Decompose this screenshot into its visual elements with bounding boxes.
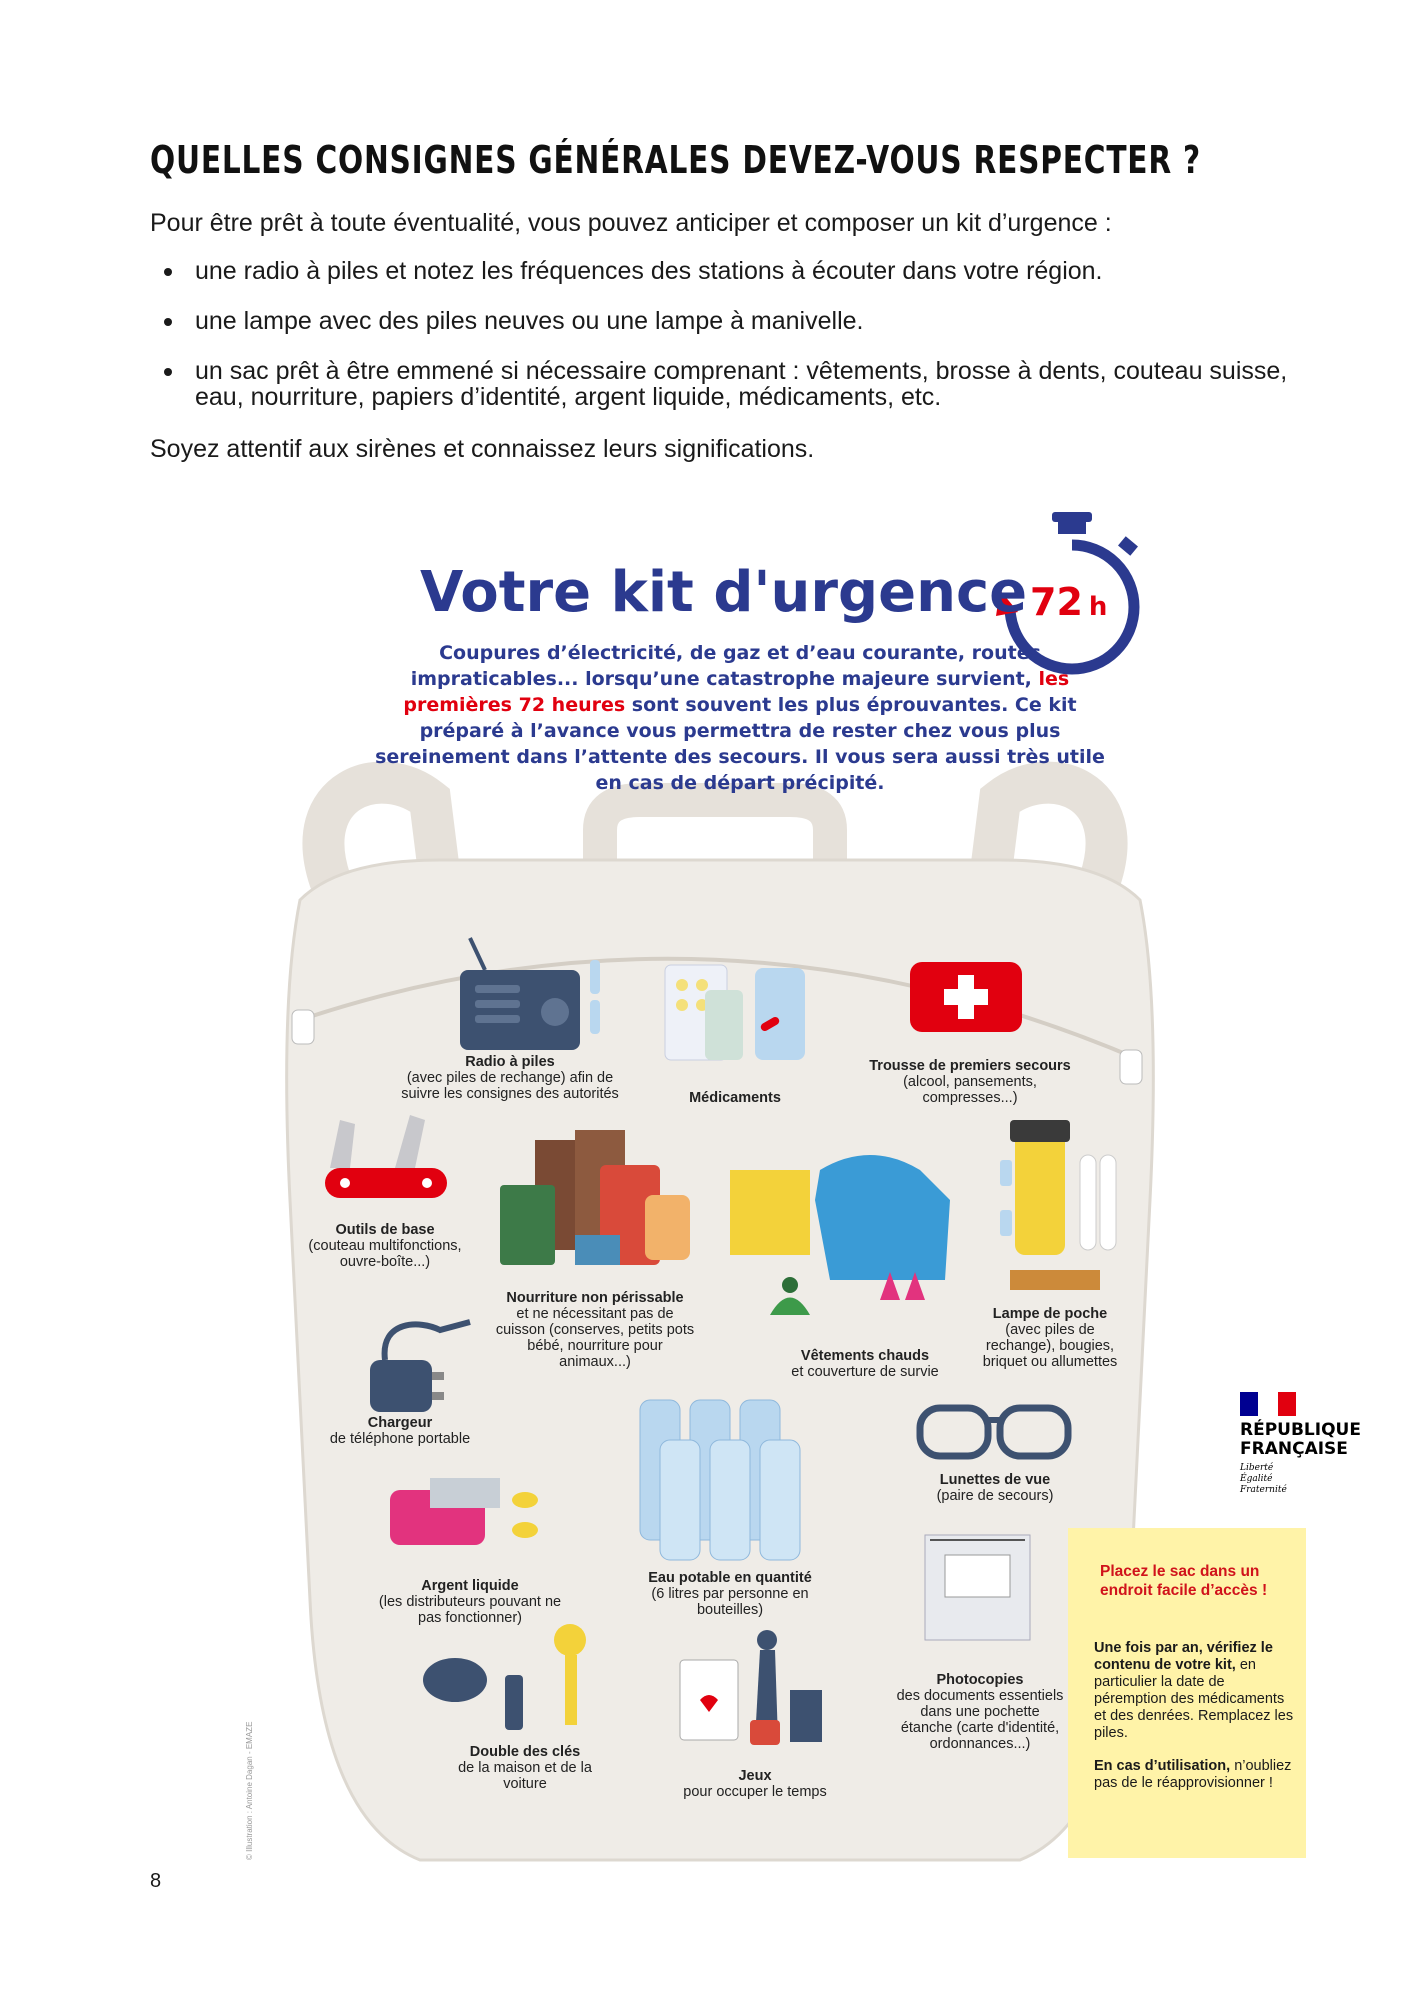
intro-paragraph: Pour être prêt à toute éventualité, vous pouvez anticiper et composer un kit d’urgence :	[150, 209, 1112, 237]
logo-name: RÉPUBLIQUE FRANÇAISE	[1240, 1420, 1361, 1459]
advice-note-body: Une fois par an, vérifiez le contenu de votre kit, en particulier la date de péremption des médicaments et des denrées. Remplacez les piles. En cas d’utilisation, n’oubliez pas de le réapprovisionner !	[1094, 1640, 1294, 1791]
outro-paragraph: Soyez attentif aux sirènes et connaissez leurs significations.	[150, 435, 815, 463]
item-charger: Chargeur de téléphone portable	[329, 1415, 471, 1447]
item-glasses: Lunettes de vue (paire de secours)	[936, 1472, 1054, 1504]
item-radio: Radio à piles (avec piles de rechange) afin de suivre les consignes des autorités	[401, 1054, 619, 1102]
timer-label: 72 h	[1030, 580, 1108, 624]
marianne-flag-icon	[1240, 1392, 1296, 1416]
poster-title: Votre kit d'urgence	[420, 560, 1028, 625]
item-clothes: Vêtements chauds et couverture de survie	[791, 1348, 939, 1380]
bullet-item: une lampe avec des piles neuves ou une lampe à manivelle.	[150, 308, 1330, 334]
item-tools: Outils de base (couteau multifonctions, ouvre-boîte...)	[308, 1222, 462, 1270]
poster-intro: Coupures d’électricité, de gaz et d’eau courante, routes impraticables... lorsqu’une catastrophe majeure survient, les premières 72 heures sont souvent les plus éprouvantes. Ce kit préparé à l’avance vous permettra de rester chez vous plus sereinement dans l’attente des secours. Il vous sera aussi très utile en cas de départ précipité.	[375, 642, 1105, 794]
zipper-pull-icon	[292, 1010, 314, 1044]
item-cash: Argent liquide (les distributeurs pouvant ne pas fonctionner)	[378, 1578, 562, 1626]
item-food: Nourriture non périssable et ne nécessitant pas de cuisson (conserves, petits pots bébé, nourriture pour animaux...)	[495, 1290, 695, 1370]
item-first-aid: Trousse de premiers secours (alcool, pansements, compresses...)	[869, 1058, 1071, 1106]
item-games: Jeux pour occuper le temps	[683, 1768, 827, 1800]
item-medicines: Médicaments	[689, 1090, 781, 1106]
illustration-credit: © Illustration : Antoine Dagan - EMAZE	[245, 1721, 254, 1860]
logo-motto: Liberté Égalité Fraternité	[1240, 1463, 1287, 1495]
page-number: 8	[150, 1870, 162, 1892]
water-bottles-icon	[640, 1400, 800, 1560]
item-water: Eau potable en quantité (6 litres par personne en bouteilles)	[648, 1570, 812, 1618]
zipper-pull-icon	[1120, 1050, 1142, 1084]
item-keys: Double des clés de la maison et de la voiture	[458, 1744, 592, 1792]
bullet-item: un sac prêt à être emmené si nécessaire comprenant : vêtements, brosse à dents, couteau suisse, eau, nourriture, papiers d’identité, argent liquide, médicaments, etc.	[150, 358, 1330, 410]
first-aid-kit-icon	[910, 962, 1022, 1032]
advice-note-title: Placez le sac dans un endroit facile d’accès !	[1100, 1563, 1268, 1599]
page-heading: QUELLES CONSIGNES GÉNÉRALES DEVEZ-VOUS RESPECTER ?	[150, 138, 1202, 182]
item-documents: Photocopies des documents essentiels dans une pochette étanche (carte d'identité, ordonnances...)	[896, 1672, 1064, 1752]
bullet-item: une radio à piles et notez les fréquences des stations à écouter dans votre région.	[150, 258, 1330, 284]
item-flashlight: Lampe de poche (avec piles de rechange), bougies, briquet ou allumettes	[982, 1306, 1118, 1370]
documents-pouch-icon	[925, 1535, 1030, 1640]
republique-francaise-logo	[1240, 1392, 1361, 1496]
